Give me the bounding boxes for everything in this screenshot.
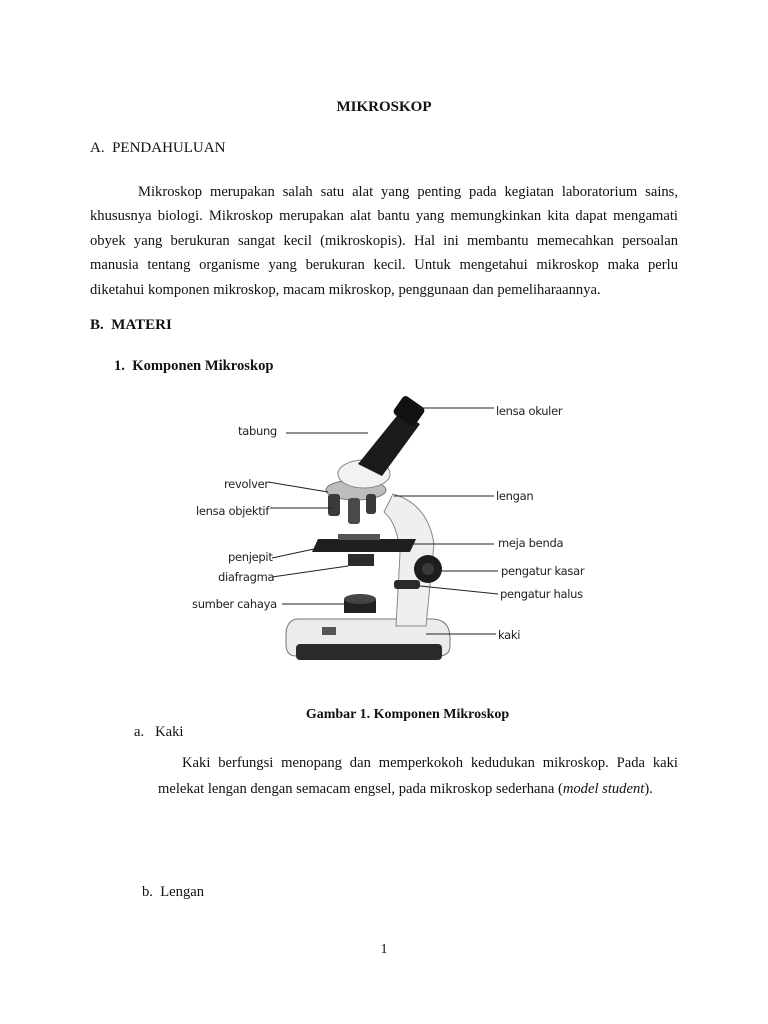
item-b-title: Lengan (160, 884, 205, 900)
label-sumber-cahaya: sumber cahaya (192, 597, 277, 611)
label-lensa-objektif: lensa objektif (196, 504, 270, 518)
label-tabung: tabung (238, 424, 277, 438)
label-lensa-okuler: lensa okuler (496, 404, 563, 418)
item-a-text-after: ). (644, 781, 653, 797)
item-a-heading (134, 724, 183, 741)
item-a-marker: a. (134, 724, 145, 740)
page-number: 1 (380, 942, 388, 957)
label-diafragma: diafragma (218, 570, 275, 584)
item-a-paragraph (158, 750, 678, 802)
item-b-heading (142, 884, 204, 901)
section-a-heading: A. PENDAHULUAN (90, 140, 226, 156)
label-kaki: kaki (498, 628, 521, 642)
intro-paragraph: Mikroskop merupakan salah satu alat yang penting pada kegiatan laboratorium sains, khususnya biologi. Mikroskop merupakan alat bantu yang memungkinkan kita dapat mengamati obyek yang berukuran sangat kecil (mikroskopis). Hal ini membantu memecahkan persoalan manusia tentang organisme yang berukuran kecil. Untuk mengetahui mikroskop maka perlu diketahui komponen mikroskop, macam mikroskop, penggunaan dan pemeliharaannya. (90, 184, 678, 298)
microscope-figure (188, 394, 588, 694)
subsection-1-heading: 1. Komponen Mikroskop (114, 358, 274, 374)
item-a-text-italic: model student (562, 781, 645, 797)
label-pengatur-halus: pengatur halus (500, 587, 583, 601)
section-b-heading: B. MATERI (90, 317, 172, 333)
item-a-title: Kaki (155, 724, 184, 740)
label-lengan: lengan (496, 489, 534, 503)
label-pengatur-kasar: pengatur kasar (501, 564, 585, 578)
document-title: MIKROSKOP (336, 99, 432, 115)
item-b-marker: b. (142, 884, 153, 900)
label-revolver: revolver (224, 477, 269, 491)
label-meja-benda: meja benda (498, 536, 564, 550)
label-penjepit: penjepit (228, 550, 273, 564)
figure-caption: Gambar 1. Komponen Mikroskop (305, 707, 510, 722)
item-a-text-before: Kaki berfungsi menopang dan memperkokoh kedudukan mikroskop. Pada kaki melekat lengan dengan semacam engsel, pada mikroskop sederhana ( (158, 755, 678, 797)
